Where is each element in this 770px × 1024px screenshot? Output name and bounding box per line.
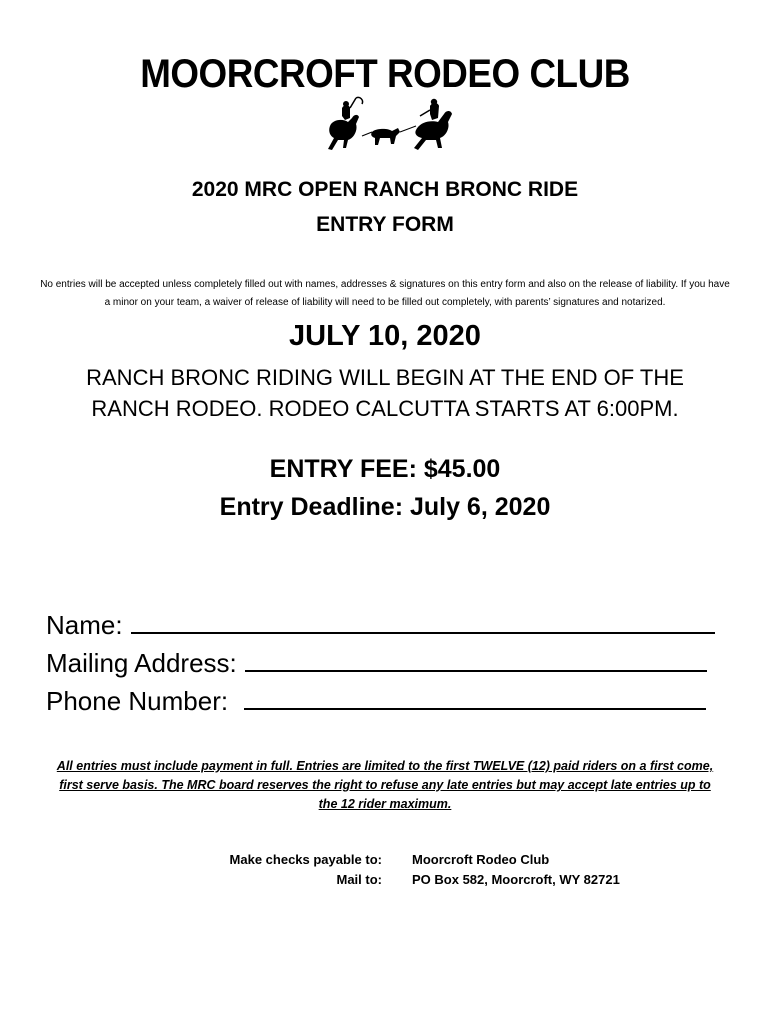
- name-label: Name:: [46, 610, 123, 640]
- mail-value: PO Box 582, Moorcroft, WY 82721: [412, 872, 620, 887]
- name-field[interactable]: [46, 606, 715, 642]
- event-date: JULY 10, 2020: [289, 320, 481, 352]
- form-title-line2: ENTRY FORM: [316, 213, 454, 236]
- mail-label: Mail to:: [336, 872, 382, 887]
- club-name: MOORCROFT RODEO CLUB: [140, 52, 630, 96]
- address-label: Mailing Address:: [46, 648, 237, 678]
- entry-deadline: Entry Deadline: July 6, 2020: [219, 493, 551, 521]
- name-line[interactable]: [131, 606, 715, 634]
- payable-value: Moorcroft Rodeo Club: [412, 852, 550, 867]
- form-title-line1: 2020 MRC OPEN RANCH BRONC RIDE: [191, 178, 579, 201]
- address-line[interactable]: [245, 644, 707, 672]
- phone-line[interactable]: [244, 682, 706, 710]
- entry-notice: No entries will be accepted unless completely filled out with names, addresses & signatures on this entry form and also on the release of liability. If you have a minor on your team, a waiver of release of liability will need to be filled out completely, with parents’ signatures and notarized.: [40, 279, 730, 308]
- phone-field[interactable]: [46, 682, 706, 718]
- entry-fee: ENTRY FEE: $45.00: [269, 455, 501, 483]
- address-field[interactable]: [46, 644, 707, 680]
- rodeo-riders-icon: [312, 96, 462, 158]
- payable-label: Make checks payable to:: [229, 852, 382, 867]
- start-info: RANCH BRONC RIDING WILL BEGIN AT THE END OF THE RANCH RODEO. RODEO CALCUTTA STARTS AT 6:00PM.: [86, 365, 684, 421]
- entry-terms: All entries must include payment in full. Entries are limited to the first TWELVE (12) paid riders on a first come, first serve basis. The MRC board reserves the right to refuse any late entries but may accept late entries up to the 12 rider maximum.: [56, 759, 714, 811]
- phone-label: Phone Number:: [46, 686, 229, 716]
